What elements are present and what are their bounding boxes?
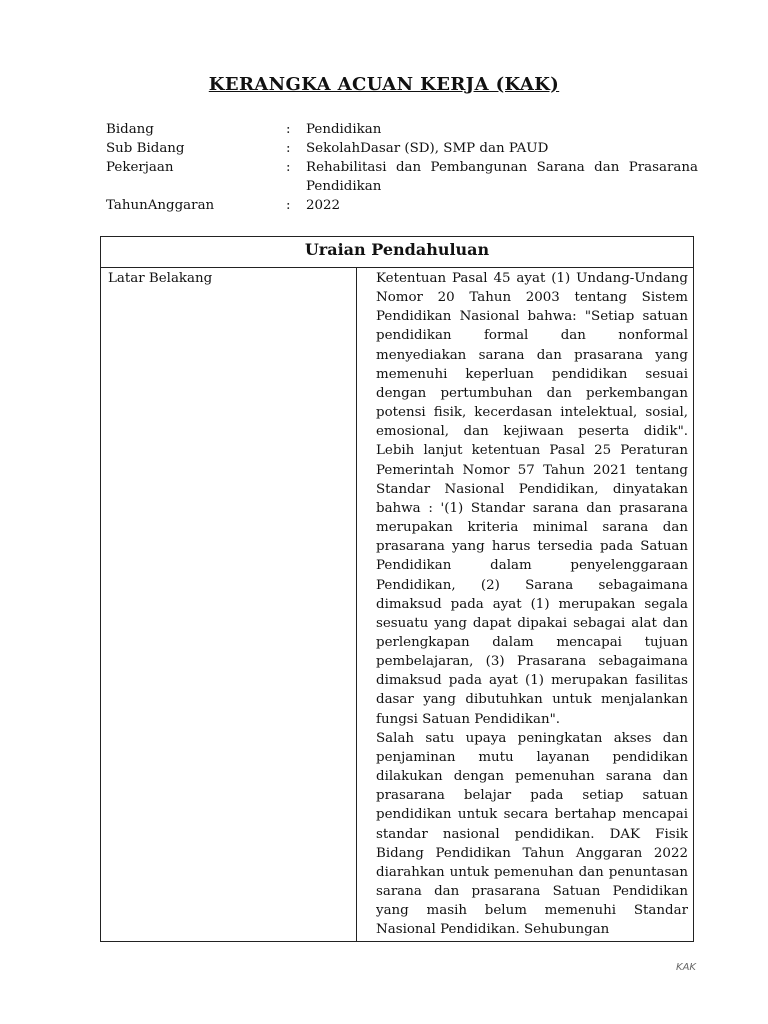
table-body: [101, 267, 693, 941]
row-label: Latar Belakang: [108, 271, 213, 286]
meta-separator: :: [286, 122, 291, 137]
paragraph: Ketentuan Pasal 45 ayat (1) Undang-Undang Nomor 20 Tahun 2003 tentang Sistem Pendidikan Nasional bahwa: "Setiap satuan pendidikan formal dan nonformal menyediakan sarana dan prasarana yang memenuhi keperluan pendidikan sesuai dengan pertumbuhan dan perkembangan potensi fisik, kecerdasan intelektual, sosial, emosional, dan kejiwaan peserta didik". Lebih lanjut ketentuan Pasal 25 Peraturan Pemerintah Nomor 57 Tahun 2021 tentang Standar Nasional Pendidikan, dinyatakan bahwa : '(1) Standar sarana dan prasarana merupakan kriteria minimal sarana dan prasarana yang harus tersedia pada Satuan Pendidikan dalam penyelenggaraan Pendidikan, (2) Sarana sebagaimana dimaksud pada ayat (1) merupakan segala sesuatu yang dapat dipakai sebagai alat dan perlengkapan dalam mencapai tujuan pembelajaran, (3) Prasarana sebagaimana dimaksud pada ayat (1) merupakan fasilitas dasar yang dibutuhkan untuk menjalankan fungsi Satuan Pendidikan".: [376, 271, 688, 727]
row-content: [376, 269, 688, 939]
meta-row-tahun-anggaran: [106, 196, 698, 215]
document-title: KERANGKA ACUAN KERJA (KAK): [208, 74, 560, 95]
meta-separator: :: [286, 198, 291, 213]
meta-separator: :: [286, 160, 291, 175]
meta-value: 2022: [306, 198, 341, 213]
meta-row-sub-bidang: [106, 139, 698, 158]
meta-row-pekerjaan: [106, 158, 698, 196]
meta-key: Bidang: [106, 122, 154, 137]
meta-separator: :: [286, 141, 291, 156]
uraian-table: [100, 236, 694, 942]
page-footer: KAK: [676, 962, 696, 973]
paragraph: Salah satu upaya peningkatan akses dan penjaminan mutu layanan pendidikan dilakukan dengan pemenuhan sarana dan prasarana belajar pada setiap satuan pendidikan untuk secara bertahap mencapai standar nasional pendidikan. DAK Fisik Bidang Pendidikan Tahun Anggaran 2022 diarahkan untuk pemenuhan dan penuntasan sarana dan prasarana Satuan Pendidikan yang masih belum memenuhi Standar Nasional Pendidikan. Sehubungan: [376, 730, 688, 938]
meta-key: Pekerjaan: [106, 160, 174, 175]
meta-key: TahunAnggaran: [106, 198, 215, 213]
column-divider: [356, 267, 357, 941]
document-meta: [106, 120, 698, 215]
meta-key: Sub Bidang: [106, 141, 185, 156]
table-heading: Uraian Pendahuluan: [101, 237, 693, 268]
meta-value: SekolahDasar (SD), SMP dan PAUD: [306, 141, 549, 156]
meta-row-bidang: [106, 120, 698, 139]
meta-value: Rehabilitasi dan Pembangunan Sarana dan Prasarana Pendidikan: [306, 160, 698, 194]
meta-value: Pendidikan: [306, 122, 382, 137]
